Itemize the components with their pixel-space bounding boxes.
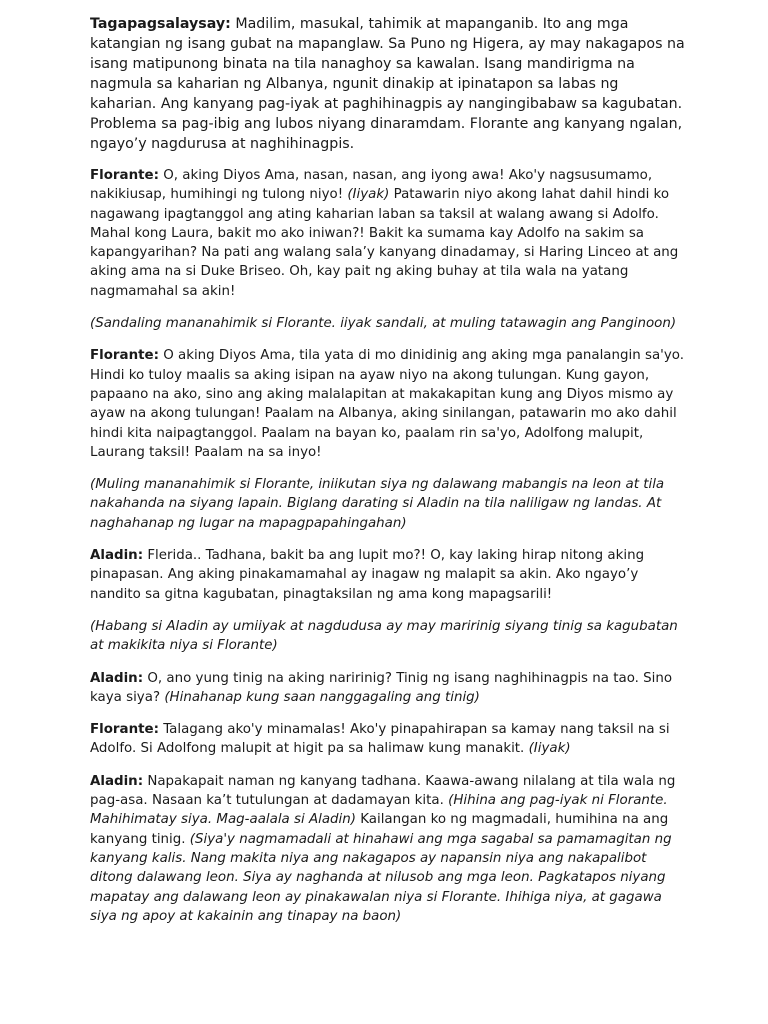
dialogue-paragraph — [90, 346, 688, 462]
dialogue-paragraph — [90, 720, 688, 759]
dialogue-paragraph — [90, 772, 688, 926]
speaker-label: Aladin: — [90, 548, 144, 564]
speaker-label: Aladin: — [90, 773, 144, 789]
speaker-label: Aladin: — [90, 670, 144, 686]
narrator-paragraph — [90, 14, 688, 154]
stage-direction: (Habang si Aladin ay umiiyak at nagdudusa ay may maririnig siyang tinig sa kagubatan at makikita niya si Florante) — [90, 618, 678, 654]
stage-direction-inline: (Iiyak) — [528, 741, 571, 757]
dialogue-paragraph — [90, 669, 688, 708]
stage-direction-inline: (Iiyak) — [347, 187, 390, 203]
dialogue-text: Madilim, masukal, tahimik at mapanganib. Ito ang mga katangian ng isang gubat na mapanglaw. Sa Puno ng Higera, ay may nakagapos na isang matipunong binata na tila nanaghoy sa kawalan. Isang mandirigma na nagmula sa kaharian ng Albanya, ngunit dinakip at ipinatapon sa labas ng kaharian. Ang kanyang pag-iyak at paghihinagpis ay nangingibabaw sa kagubatan. Problema sa pag-ibig ang lubos niyang dinaramdam. Florante ang kanyang ngalan, ngayo’y nagdurusa at naghihinagpis. — [90, 16, 685, 152]
stage-direction-inline: (Hihina ang pag-iyak ni Florante. Mahihimatay siya. Mag-aalala si Aladin) — [90, 793, 668, 828]
speaker-label: Florante: — [90, 168, 159, 183]
dialogue-text: O aking Diyos Ama, tila yata di mo dinidinig ang aking mga panalangin sa'yo. Hindi ko tuloy maalis sa aking isipan na ayaw niyo na akong tulungan. Kung gayon, papaano na ako, sino ang aking malalapitan at makakapitan kung ang Diyos mismo ay ayaw na akong tulungan! Paalam na Albanya, aking sinilangan, patawarin mo ako dahil hindi kita naipagtanggol. Paalam na bayan ko, paalam rin sa'yo, Adolfong malupit, Laurang taksil! Paalam na sa inyo! — [90, 348, 684, 460]
dialogue-paragraph — [90, 166, 688, 301]
dialogue-text: Kailangan ko ng magmadali, humihina na ang kanyang tinig. — [90, 812, 669, 847]
speaker-label: Tagapagsalaysay: — [90, 16, 231, 32]
speaker-label: Florante: — [90, 348, 159, 364]
speaker-label: Florante: — [90, 722, 159, 738]
dialogue-text: Flerida.. Tadhana, bakit ba ang lupit mo?! O, kay laking hirap nitong aking pinapasan. Ang aking pinakamamahal ay inagaw ng malapit sa akin. Ako ngayo’y nandito sa gitna kagubatan, pinagtaksilan ng ama kong mapagsarili! — [90, 548, 645, 602]
stage-direction-inline: (Hinahanap kung saan nanggagaling ang tinig) — [164, 689, 480, 705]
stage-direction: (Sandaling mananahimik si Florante. iiyak sandali, at muling tatawagin ang Panginoon) — [90, 316, 677, 332]
dialogue-text: Patawarin niyo akong lahat dahil hindi ko nagawang ipagtanggol ang ating kaharian laban sa taksil at walang awang si Adolfo. Mahal kong Laura, bakit mo ako iniwan?! Bakit ka sumama kay Adolfo na sakim sa kapangyarihan? Na pati ang walang sala’y kanyang dinadamay, si Haring Linceo at ang aking ama na si Duke Briseo. Oh, kay pait ng aking buhay at tila wala na yatang nagmamahal sa akin! — [90, 187, 679, 299]
stage-direction-inline: (Siya'y nagmamadali at hinahawi ang mga sagabal sa pamamagitan ng kanyang kalis. Nang makita niya ang nakagapos ay napansin niya ang nakapalibot ditong dalawang leon. Siya ay naghanda at nilusob ang mga leon. Pagkatapos niyang mapatay ang dalawang leon ay pinakawalan niya si Florante. Ihihiga niya, at gagawa siya ng apoy at kakainin ang tinapay na baon) — [90, 831, 672, 924]
dialogue-text: Talagang ako'y minamalas! Ako'y pinapahirapan sa kamay nang taksil na si Adolfo. Si Adolfong malupit at higit pa sa halimaw kung manakit. — [90, 722, 670, 757]
stage-direction: (Muling mananahimik si Florante, iniikutan siya ng dalawang mabangis na leon at tila nakahanda na siyang lapain. Biglang darating si Aladin na tila naliligaw ng landas. At naghahanap ng lugar na mapagpapahingahan) — [90, 477, 665, 531]
dialogue-text: Napakapait naman ng kanyang tadhana. Kaawa-awang nilalang at tila wala ng pag-asa. Nasaan ka’t tutulungan at dadamayan kita. — [90, 773, 676, 809]
dialogue-paragraph — [90, 546, 688, 604]
dialogue-text: O, ano yung tinig na aking naririnig? Tinig ng isang naghihinagpis na tao. Sino kaya siya? — [90, 670, 673, 705]
dialogue-text: O, aking Diyos Ama, nasan, nasan, ang iyong awa! Ako'y nagsusumamo, nakikiusap, humihingi ng tulong niyo! — [90, 168, 653, 203]
